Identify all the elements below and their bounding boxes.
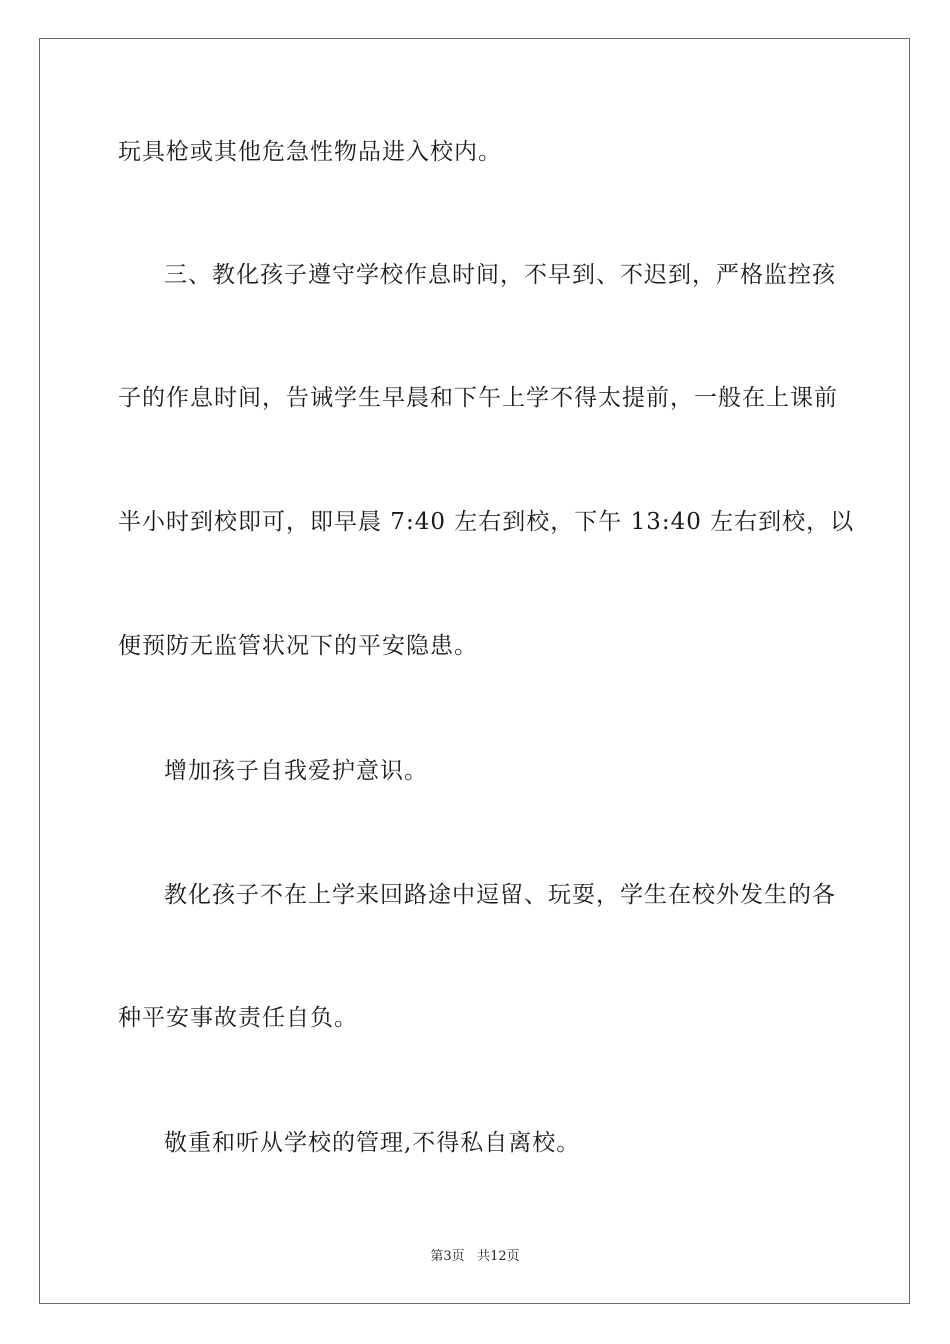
text-line-2: 三、教化孩子遵守学校作息时间，不早到、不迟到，严格监控孩 [164,262,836,288]
page-footer [0,1248,950,1266]
page-frame [39,38,910,1304]
text-line-6: 增加孩子自我爱护意识。 [164,758,428,784]
text-line-8: 种平安事故责任自负。 [118,1005,358,1031]
text-line-7: 教化孩子不在上学来回路途中逗留、玩耍，学生在校外发生的各 [164,882,836,908]
text-line-3: 子的作息时间，告诫学生早晨和下午上学不得太提前，一般在上课前 [118,385,838,411]
text-line-9: 敬重和听从学校的管理,不得私自离校。 [164,1130,581,1156]
text-line-1: 玩具枪或其他危急性物品进入校内。 [118,139,502,165]
text-line-4: 半小时到校即可，即早晨 7:40 左右到校，下午 13:40 左右到校，以 [118,509,855,535]
page-number: 第3页 [430,1249,465,1264]
text-line-5: 便预防无监管状况下的平安隐患。 [118,633,478,659]
page-total: 共12页 [477,1249,520,1264]
